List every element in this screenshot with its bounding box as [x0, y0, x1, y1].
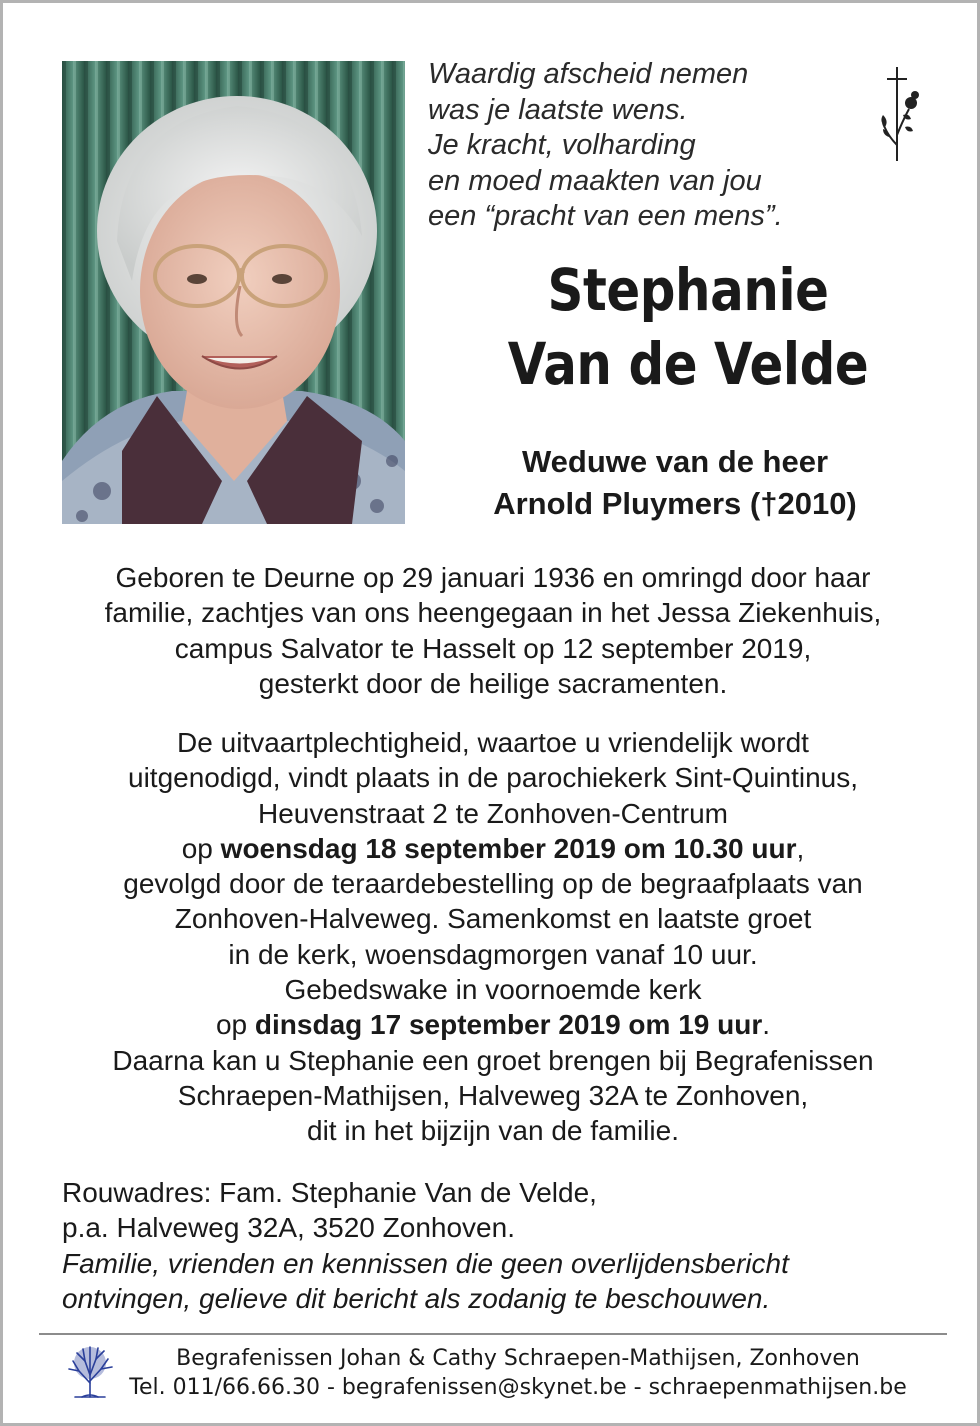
paragraph-line: in de kerk, woensdagmorgen vanaf 10 uur.: [228, 938, 758, 970]
paragraph-line: campus Salvator te Hasselt op 12 september 2019,: [174, 632, 812, 664]
poem-line: Je kracht, volharding: [428, 129, 696, 161]
funeral-paragraph: [43, 725, 943, 1149]
paragraph-line: gesterkt door de heilige sacramenten.: [258, 667, 728, 699]
mourning-address: [62, 1175, 942, 1316]
date-suffix: .: [762, 1009, 771, 1041]
address-line: Rouwadres: Fam. Stephanie Van de Velde,: [62, 1177, 597, 1208]
notice-note: ontvingen, gelieve dit bericht als zodanig te beschouwen.: [62, 1282, 771, 1314]
widow-statement: [415, 441, 935, 525]
birth-death-paragraph: [43, 560, 943, 701]
date-prefix: op: [181, 832, 221, 864]
footer-company: Begrafenissen Johan & Cathy Schraepen-Mathijsen, Zonhoven: [176, 1346, 860, 1371]
date-suffix: ,: [796, 832, 805, 864]
poem-line: Waardig afscheid nemen: [428, 58, 749, 90]
paragraph-line: Gebedswake in voornoemde kerk: [284, 974, 702, 1006]
paragraph-line: dit in het bijzijn van de familie.: [307, 1115, 679, 1147]
paragraph-line: Zonhoven-Halveweg. Samenkomst en laatste groet: [174, 903, 812, 935]
funeral-datetime: woensdag 18 september 2019 om 10.30 uur: [220, 832, 797, 864]
poem-line: een “pracht van een mens”.: [428, 200, 783, 232]
last-name: Van de Velde: [507, 330, 869, 398]
widow-line: Weduwe van de heer: [521, 444, 829, 479]
widow-line: Arnold Pluymers (†2010): [493, 486, 857, 521]
notice-note: Familie, vrienden en kennissen die geen overlijdensbericht: [62, 1247, 789, 1279]
paragraph-line: Heuvenstraat 2 te Zonhoven-Centrum: [257, 797, 729, 829]
funeral-home-footer: [118, 1344, 918, 1402]
paragraph-line: uitgenodigd, vindt plaats in de parochiekerk Sint-Quintinus,: [128, 762, 858, 794]
paragraph-line: Geboren te Deurne op 29 januari 1936 en omringd door haar: [115, 562, 871, 593]
poem-line: was je laatste wens.: [428, 93, 688, 126]
paragraph-line: Daarna kan u Stephanie een groet brengen bij Begrafenissen: [112, 1044, 874, 1076]
funeral-date-line: [43, 831, 943, 866]
deceased-name: [456, 253, 920, 401]
paragraph-line: gevolgd door de teraardebestelling op de begraafplaats van: [123, 868, 863, 900]
poem-line: en moed maakten van jou: [428, 164, 762, 197]
paragraph-line: familie, zachtjes van ons heengegaan in het Jessa Ziekenhuis,: [104, 597, 882, 629]
paragraph-line: Schraepen-Mathijsen, Halveweg 32A te Zonhoven,: [177, 1079, 809, 1111]
memorial-poem: [428, 57, 848, 235]
portrait-photo: [62, 61, 405, 524]
paragraph-line: De uitvaartplechtigheid, waartoe u vriendelijk wordt: [177, 727, 809, 758]
footer-contact: Tel. 011/66.66.30 - begrafenissen@skynet.be - schraepenmathijsen.be: [129, 1375, 907, 1400]
vigil-datetime: dinsdag 17 september 2019 om 19 uur: [254, 1009, 763, 1041]
date-prefix: op: [215, 1009, 255, 1041]
first-name: Stephanie: [547, 256, 829, 324]
tree-logo-icon: [65, 1343, 115, 1399]
vigil-date-line: [43, 1007, 943, 1042]
footer-divider: [39, 1333, 947, 1335]
address-line: p.a. Halveweg 32A, 3520 Zonhoven.: [62, 1212, 515, 1244]
cross-with-rose-icon: [875, 65, 923, 163]
